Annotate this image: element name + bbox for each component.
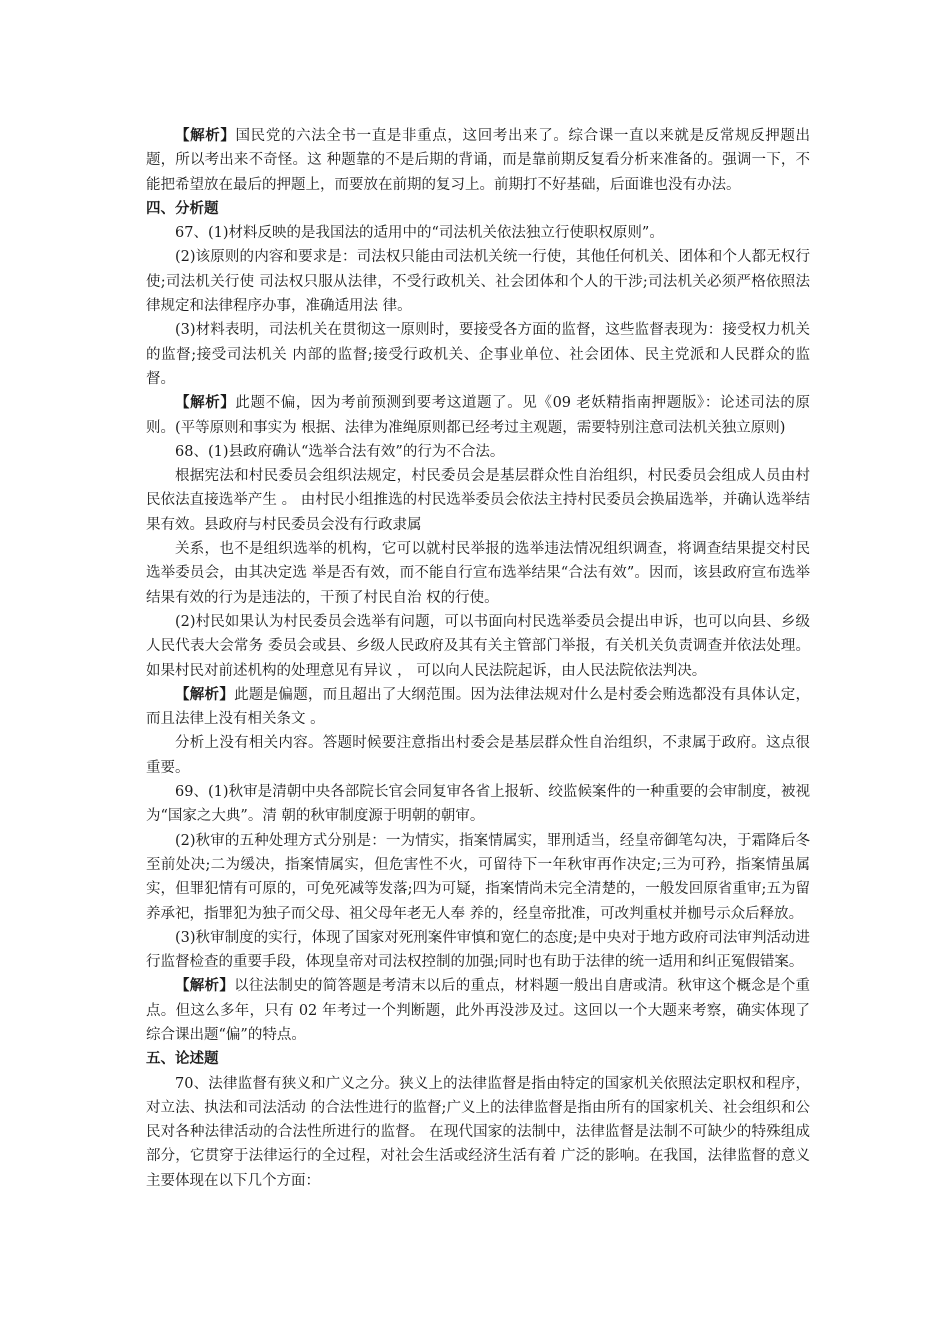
paragraph xyxy=(146,829,810,926)
paragraph xyxy=(146,464,810,537)
section-heading-text: 五、论述题 xyxy=(146,1050,219,1068)
paragraph-text: (3)秋审制度的实行，体现了国家对死刑案件审慎和宽仁的态度;是中央对于地方政府司法审判活动进行监督检查的重要手段，体现皇帝对司法权控制的加强;同时也有助于法律的统一适用和纠正冤假错案。 xyxy=(146,929,810,971)
paragraph-text: 根据宪法和村民委员会组织法规定，村民委员会是基层群众性自治组织，村民委员会组成人员由村民依法直接选举产生 。 由村民小组推选的村民选举委员会依法主持村民委员会换届选举，并确认选举结果有效。县政府与村民委员会没有行政隶属 xyxy=(146,468,810,533)
analysis-label: 【解析】 xyxy=(175,127,236,144)
analysis-label: 【解析】 xyxy=(175,977,235,995)
analysis-paragraph xyxy=(146,683,810,732)
paragraph xyxy=(146,537,810,610)
analysis-label: 【解析】 xyxy=(175,685,235,703)
paragraph xyxy=(146,926,810,975)
section-heading xyxy=(146,197,810,221)
paragraph-text: (2)秋审的五种处理方式分别是：一为情实，指案情属实，罪刑适当，经皇帝御笔勾决，于霜降后冬至前处决;二为缓决，指案情属实，但危害性不火，可留待下一年秋审再作决定;三为可矜，指案情虽属实，但罪犯情有可原的，可免死减等发落;四为可疑，指案情尚未完全清楚的，一般发回原省重审;五为留养承祀，指罪犯为独子而父母、祖父母年老无人奉 养的，经皇帝批准，可改判重杖并枷号示众后释放。 xyxy=(146,832,810,922)
document-body xyxy=(146,124,810,1193)
paragraph xyxy=(146,440,810,464)
paragraph-text: 此题是偏题，而且超出了大纲范围。因为法律法规对什么是村委会贿选都没有具体认定，而且法律上没有相关条文 。 xyxy=(146,686,811,728)
paragraph-text: 67、(1)材料反映的是我国法的适用中的“司法机关依法独立行使职权原则”。 xyxy=(175,225,664,242)
analysis-paragraph xyxy=(146,124,810,197)
paragraph-text: 68、(1)县政府确认“选举合法有效”的行为不合法。 xyxy=(175,443,505,460)
analysis-paragraph xyxy=(146,391,810,440)
paragraph-text: (3)材料表明，司法机关在贯彻这一原则时，要接受各方面的监督，这些监督表现为：接受权力机关的监督;接受司法机关 内部的监督;接受行政机关、企事业单位、社会团体、民主党派和人民群众的监督。 xyxy=(146,322,810,387)
paragraph-text: 关系，也不是组织选举的机构，它可以就村民举报的选举违法情况组织调查，将调查结果提交村民选举委员会，由其决定选 举是否有效，而不能自行宣布选举结果“合法有效”。因而，该县政府宣布选举结果有效的行为是违法的，干预了村民自治 权的行使。 xyxy=(146,541,810,606)
paragraph-text: 此题不偏，因为考前预测到要考这道题了。见《09 老妖精指南押题版》：论述司法的原则。(平等原则和事实为 根据、法律为准绳原则都已经考过主观题，需要特别注意司法机关独立原则) xyxy=(146,395,811,436)
paragraph-text: 分析上没有相关内容。答题时候要注意指出村委会是基层群众性自治组织，不隶属于政府。这点很重要。 xyxy=(146,735,810,776)
paragraph xyxy=(146,610,810,683)
paragraph-text: 69、(1)秋审是清朝中央各部院长官会同复审各省上报斩、绞监候案件的一种重要的会审制度，被视为“国家之大典”。清 朝的秋审制度源于明朝的朝审。 xyxy=(146,784,810,825)
paragraph-text: 国民党的六法全书一直是非重点，这回考出来了。综合课一直以来就是反常规反押题出题，所以考出来不奇怪。这 种题靠的不是后期的背诵，而是靠前期反复看分析来准备的。强调一下，不能把希望放在最后的押题上，而要放在前期的复习上。前期打不好基础，后面谁也没有办法。 xyxy=(146,128,811,193)
paragraph xyxy=(146,318,810,391)
paragraph xyxy=(146,1072,810,1193)
analysis-label: 【解析】 xyxy=(175,394,236,412)
paragraph xyxy=(146,780,810,829)
paragraph xyxy=(146,731,810,780)
paragraph-text: (2)该原则的内容和要求是：司法权只能由司法机关统一行使，其他任何机关、团体和个人都无权行使;司法机关行使 司法权只服从法律，不受行政机关、社会团体和个人的干涉;司法机关必须严格依照法律规定和法律程序办事，准确适用法 律。 xyxy=(146,249,810,315)
paragraph-text: 以往法制史的简答题是考清末以后的重点，材料题一般出自唐或清。秋审这个概念是个重点。但这么多年，只有 02 年考过一个判断题，此外再没涉及过。这回以一个大题来考察，确实体现了综合课出题“偏”的特点。 xyxy=(146,978,811,1043)
paragraph-text: 70、法律监督有狭义和广义之分。狭义上的法律监督是指由特定的国家机关依照法定职权和程序，对立法、执法和司法活动 的合法性进行的监督;广义上的法律监督是指由所有的国家机关、社会组织和公民对各种法律活动的合法性所进行的监督。 在现代国家的法制中，法律监督是法制不可缺少的特殊组成部分，它贯穿于法律运行的全过程，对社会生活或经济生活有着 广泛的影响。在我国，法律监督的意义主要体现在以下几个方面： xyxy=(146,1075,810,1189)
analysis-paragraph xyxy=(146,974,810,1047)
paragraph-text: (2)村民如果认为村民委员会选举有问题，可以书面向村民选举委员会提出申诉，也可以向县、乡级人民代表大会常务 委员会或县、乡级人民政府及其有关主管部门举报，有关机关负责调查并依法处理。如果村民对前述机构的处理意见有异议 ， 可以向人民法院起诉，由人民法院依法判决。 xyxy=(146,613,810,679)
paragraph xyxy=(146,221,810,245)
section-heading-text: 四、分析题 xyxy=(146,199,219,217)
section-heading xyxy=(146,1047,810,1071)
paragraph xyxy=(146,245,810,318)
